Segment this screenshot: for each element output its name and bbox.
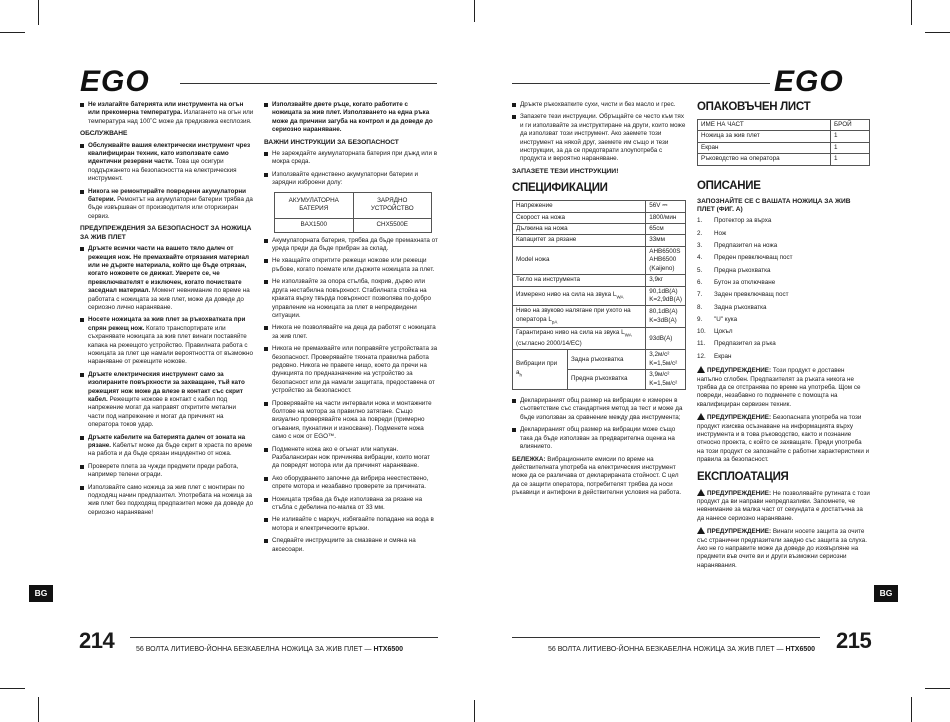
list-item: 3. Предпазител на ножа (697, 242, 778, 250)
spec-value: AHB6500S AHB6500 (Kaijeno) (646, 246, 686, 274)
spec-sublabel: Задна ръкохватка (568, 350, 646, 370)
bullet: Дръжте кабелите на батерията далеч от зоната на рязане. Кабелът може да бъде скрит в храста по време на работа и да бъде срязан инцидентно от ножа. (80, 434, 254, 459)
packing-list-table (697, 119, 870, 166)
bullet: Спедвайте инструкциите за смазване и смяна на аксесоари. (264, 537, 438, 554)
section-heading: ВАЖНИ ИНСТРУКЦИИ ЗА БЕЗОПАСНОСТ (264, 138, 399, 146)
crop-mark (925, 32, 950, 33)
specifications-table (512, 200, 686, 390)
crop-mark (925, 688, 950, 689)
bullet: Дръжте ръкохватките сухи, чисти и без масло и грес. (512, 101, 686, 109)
ego-logo: EGO (80, 65, 150, 98)
bullet: Дръжте електрическия инструмент само за изолираните повърхности за захващане, тъй като режещият нож може да влезе в контакт със скрит кабел. Режещите ножове в контакт с кабел под напрежение могат да направят откритите метални части под напрежение и могат да причинят на оператора токов удар. (80, 371, 254, 430)
bullet: Никога не премахвайте или поправяйте устройствата за безопасност. Проверявайте тяхната правилна работа редовно. Никога не правете нищо, което да пречи на функцията по предназначение на устройство за безопасност или да намали защитата, предоставена от устройство за безопасност. (264, 345, 438, 395)
spec-value: 80,1dB(A) K=3dB(A) (646, 306, 686, 328)
bullet: Проверявайте на части интервали ножа и монтажните болтове на мотора за правилно затягане. Също визуално проверявайте ножа за повреди (примерно огъвания, пукнатини и износване). Подменете ножа само с нож от EGO™. (264, 400, 438, 442)
list-item: 9. "U" кука (697, 315, 738, 323)
bullet: Използвайте само ножица за жив плет с монтиран по подходящ начин предпазител. Употребата на ножица за жив плет без подходящ предпазител може да доведе до сериозно нараняване! (80, 484, 254, 518)
bullet: Не хващайте откритите режещи ножове или режещи ръбове, когато поемате или държите ножицата за плет. (264, 257, 438, 274)
bullet: Декларираният общ размер на вибрации може също така да бъде използван за предварителна оценка на влиянието. (512, 426, 686, 451)
crop-mark (38, 0, 39, 25)
bullet: Никога не ремонтирайте повредени акумулаторни батерии. Ремонтът на акумулаторни батерии трябва да бъде извършван от производителя или оторизиран сервиз. (80, 188, 254, 222)
note: БЕЛЕЖКА: Вибрационните емисии по време на действителната употреба на електрическия инструмент може да се различава от декларираната стойност. С цел да се защити операторa, потребителят трябва да носи ръкавици и антифони в действителни условия на работа. (512, 455, 682, 497)
bullet: Ако оборудването започне да вибрира неестествено, спрете мотора и незабавно проверете за причината. (264, 475, 438, 492)
specifications-title: СПЕЦИФИКАЦИИ (512, 182, 608, 195)
section-heading: ОБСЛУЖВАНЕ (80, 130, 128, 138)
crop-mark (911, 697, 912, 722)
spec-value: 65см (646, 224, 686, 235)
list-item: 11. Предпазител за ръка (697, 340, 776, 348)
spec-value: 3,9кг (646, 275, 686, 286)
header-rule (180, 83, 437, 84)
description-title: ОПИСАНИЕ (697, 179, 761, 192)
list-item: 4. Преден превключващ пост (697, 254, 793, 262)
bullet: Не използвайте за опора стълба, покрив, дърво или друга нестабилна повърхност. Стабилната стойка на краката върху твърда повърхност позволява по-добро управление на ножицата за плет в непредвидени ситуации. (264, 278, 438, 320)
bullet: Запазете тези инструкции. Обръщайте се често към тях и ги използвайте за инструктиране на други, които може да използват този инструмент. Ако заемете този инструмент на някой друг, заемете им също и тези инструкции, за да се предотврати злоупотреба с продукта и вероятно нараняване. (512, 113, 686, 163)
warning: ПРЕДУПРЕЖДЕНИЕ: Винаги носете защита за очите със странични предпазители заедно със защита за слуха. Ако не го направите може да доведе до изхвърляне на предмети във очите ви и други възможни сериозни наранявания. (697, 528, 868, 569)
footer-title: 56 ВОЛТА ЛИТИЕВО-ЙОННА БЕЗКАБЕЛНА НОЖИЦА ЗА ЖИВ ПЛЕТ — HTX6500 (136, 646, 404, 653)
spec-value: 3,2м/с² K=1,5м/с² (646, 350, 686, 370)
language-badge: BG (874, 585, 898, 602)
spec-label: Скорост на ножа (513, 212, 646, 223)
battery-charger-table (274, 192, 432, 233)
spec-sublabel: Предна ръкохватка (568, 370, 646, 390)
crop-mark (911, 0, 912, 25)
page-number: 214 (79, 628, 115, 653)
bullet: Декларираният общ размер на вибрации е измерен в съответствие със стандартния метод за тест и може да бъде използван за сравнение между два инструмента; (512, 397, 686, 422)
left-column-2 (264, 101, 438, 558)
bullet: Подменете ножа ако е огънат или напукан. Разбалансиран нож причинява вибрации, които могат да повредят мотора или да причинят нараняване. (264, 446, 438, 471)
crop-mark (38, 697, 39, 722)
bullet: Дръжте всички части на вашето тяло далеч от режещия нож. Не премахвайте отрязания материал или не държте материала, който ще бъде отрязан, когато ножовете се движат. Уверете се, че превключвателят е изключен, когато почиствате заседнал материал. Момент невнимание по време на работата с ножицата за жив плет, може да доведе до сериозно лично нараняване. (80, 245, 254, 312)
bullet: Не изливайте с маркуч, избягвайте попадане на вода в мотора и електрическите връзки. (264, 516, 438, 533)
warning-icon (697, 366, 705, 373)
table-cell: Ръководство на оператора (698, 154, 831, 165)
operation-title: ЕКСПЛОАТАЦИЯ (697, 470, 789, 483)
spec-value: 3,9м/с² K=1,5м/с² (646, 370, 686, 390)
bullet: Никога не позволявайте на деца да работят с ножицата за жив плет. (264, 324, 438, 341)
table-header-cell: ЗАРЯДНО УСТРОЙСТВО (353, 192, 432, 218)
section-heading: ПРЕДУПРЕЖДЕНИЯ ЗА БЕЗОПАСНОСТ ЗА НОЖИЦА ЗА ЖИВ ПЛЕТ (80, 225, 252, 241)
warning-icon (697, 413, 705, 420)
spec-value: 33мм (646, 235, 686, 246)
list-item: 2. Нож (697, 229, 727, 237)
parts-list (697, 217, 870, 361)
spec-label: Капацитет за рязане (513, 235, 646, 246)
list-item: 10. Цокъл (697, 328, 733, 336)
bullet: Носете ножицата за жив плет за ръкохватката при спрян режещ нож. Когато транспортирате или съхранявате ножицата за жив плет винаги поставяйте капака на режещото устройство. Правилната работа с ножицата за плет ще намали вероятността от възможно нараняване от режещите ножове. (80, 316, 254, 366)
ego-logo: EGO (774, 65, 844, 98)
crop-mark (0, 688, 25, 689)
bullet: Използвайте двете ръце, когато работите с ножицата за жив плет. Използването на една ръка може да причини загуба на контрол и да доведе до сериозно нараняване. (264, 101, 438, 135)
spec-label: Измерено ниво на сила на звука $L_{WA}$ (513, 286, 646, 306)
table-cell: 1 (831, 142, 870, 153)
spec-value: 93dB(A) (646, 328, 686, 350)
warning: ПРЕДУПРЕЖДЕНИЕ: Не позволявайте рутината с този продукт да ви направи непредпазливи. Запомнете, че невнимание за малка част от секундата е достатъчна за да нанесе сериозно нараняване. (697, 489, 870, 522)
footer-rule (130, 637, 438, 638)
warning: ПРЕДУПРЕЖДЕНИЕ: Безопасната употреба на този продукт изисква осъзнаване на информацията върху инструмента и в това ръководство, както и познание относно проекта, с който се захващате. Преди употреба на този продукт се запознайте с работни характеристики и правила за безопасност. (697, 414, 870, 464)
list-item: 12. Екран (697, 352, 732, 360)
save-instructions: ЗАПАЗЕТЕ ТЕЗИ ИНСТРУКЦИИ! (512, 167, 619, 175)
right-column-2 (697, 101, 870, 574)
footer-title: 56 ВОЛТА ЛИТИЕВО-ЙОННА БЕЗКАБЕЛНА НОЖИЦА ЗА ЖИВ ПЛЕТ — HTX6500 (548, 646, 816, 653)
warning-icon (697, 527, 705, 534)
bullet: Не излагайте батерията или инструмента на огън или прекомерна температура. Излагането на огън или температура над 100˚С може да предизвика експлозия. (80, 101, 254, 126)
table-cell: 1 (831, 131, 870, 142)
spec-label: Дължина на ножа (513, 224, 646, 235)
list-item: 7. Заден превключващ пост (697, 291, 789, 299)
right-column-1 (512, 101, 686, 502)
spec-value: 90,1dB(A) K=2,9dB(A) (646, 286, 686, 306)
bullet: Не зареждайте акумулаторната батерия при дъжд или в мокра среда. (264, 150, 438, 167)
spec-label: Гарантирано ниво на сила на звука $L_{WA}$ (съгласно 2000/14/EC) (513, 328, 646, 350)
bullet: Проверете плета за чужди предмети преди работа, например телени огради. (80, 463, 254, 480)
header-rule (512, 83, 770, 84)
language-badge: BG (29, 585, 53, 602)
table-header-cell: ИМЕ НА ЧАСТ (698, 120, 831, 131)
page-number: 215 (836, 628, 872, 653)
list-item: 1. Протектор за върха (697, 217, 772, 225)
spec-label: Напрежение (513, 201, 646, 212)
spec-label: Тегло на инструмента (513, 275, 646, 286)
crop-mark (474, 700, 475, 722)
table-cell: BAX1500 (275, 218, 354, 232)
bullet: Обслужвайте вашия електрически инструмент чрез квалифициран техник, като използвате само идентични резервни части. Това ще осигури поддържането на безопасността на електрическия инструмент. (80, 142, 254, 184)
warning-icon (697, 489, 705, 496)
table-header-cell: АКУМУЛАТОРНА БАТЕРИЯ (275, 192, 354, 218)
spec-label: Ниво на звуково налягане при ухото на оператора $L_{pA}$ (513, 306, 646, 328)
table-cell: 1 (831, 154, 870, 165)
bullet: Ножицата трябва да бъде използвана за рязане на стъбла с дебелина по-малка от 33 мм. (264, 496, 438, 513)
packing-list-title: ОПАКОВЪЧЕН ЛИСТ (697, 101, 811, 113)
warning: ПРЕДУПРЕЖДЕНИЕ: Този продукт е доставен напълно сглобен. Предпазителят за ръката никога не трябва да се отстранява по време на употреба. Щом се повреди, незабавно го подменете с помощта на квалифициран сервизен техник. (697, 367, 861, 408)
table-cell: Екран (698, 142, 831, 153)
bullet: Използвайте единствено акумулаторни батерии и зарядни изброени долу: (264, 171, 438, 188)
list-item: 5. Предна ръкохватка (697, 266, 771, 274)
list-item: 8. Задна ръкохватка (697, 303, 767, 311)
crop-mark (474, 0, 475, 22)
bullet: Акумулаторната батерия, трябва да бъде премахната от уреда преди да бъде прибран за склад. (264, 237, 438, 254)
spec-value: 56V ⎓ (646, 201, 686, 212)
spec-label: Вибрации при $a_h$ (513, 350, 568, 390)
footer-rule (512, 637, 820, 638)
spec-value: 1800/мин (646, 212, 686, 223)
spec-label: Model ножа (513, 246, 646, 274)
table-cell: Ножица за жив плет (698, 131, 831, 142)
list-item: 6. Бутон за отключване (697, 278, 776, 286)
description-subtitle: ЗАПОЗНАЙТЕ СЕ С ВАШАТА НОЖИЦА ЗА ЖИВ ПЛЕТ (ФИГ. А) (697, 197, 851, 214)
crop-mark (0, 32, 25, 33)
table-cell: CHX5500E (353, 218, 432, 232)
left-column-1 (80, 101, 254, 521)
table-header-cell: БРОЙ (831, 120, 870, 131)
